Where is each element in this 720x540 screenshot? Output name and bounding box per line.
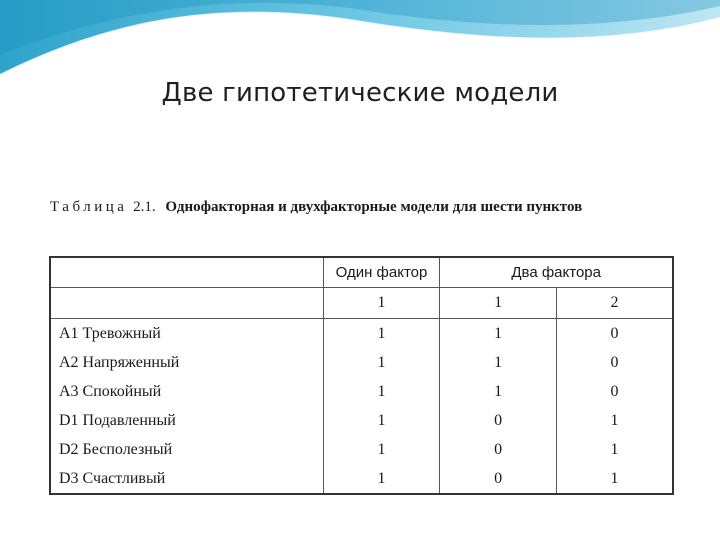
loading-cell: 1 — [323, 319, 440, 349]
factor-model-table — [49, 256, 674, 495]
header-empty-cell — [50, 257, 323, 288]
loading-cell: 1 — [440, 348, 557, 377]
loading-cell: 0 — [440, 435, 557, 464]
loading-cell: 1 — [323, 406, 440, 435]
loading-cell: 0 — [440, 406, 557, 435]
loading-cell: 1 — [323, 377, 440, 406]
loading-cell: 1 — [610, 469, 619, 487]
header-wave-decoration — [0, 0, 720, 90]
item-label: A3 Спокойный — [50, 377, 323, 406]
loading-cell: 1 — [440, 377, 557, 406]
loading-cell: 1 — [610, 411, 619, 429]
loading-cell: 0 — [610, 382, 619, 400]
factor-number-cell: 1 — [440, 288, 557, 319]
item-label: A2 Напряженный — [50, 348, 323, 377]
table-row — [50, 319, 673, 349]
table-factor-number-row — [50, 288, 673, 319]
item-label: D1 Подавленный — [50, 406, 323, 435]
item-label: D3 Счастливый — [50, 464, 323, 494]
loading-cell: 0 — [440, 464, 557, 494]
caption-table-word: Таблица — [50, 199, 128, 215]
table-row — [50, 348, 673, 377]
table-row — [50, 464, 673, 494]
loading-cell: 1 — [610, 440, 619, 458]
item-label: A1 Тревожный — [50, 319, 323, 349]
table-row — [50, 435, 673, 464]
caption-description: Однофакторная и двухфакторные модели для шести пунктов — [165, 199, 583, 215]
table-header-row — [50, 257, 673, 288]
loading-cell: 1 — [323, 464, 440, 494]
table-caption — [50, 198, 650, 217]
table-row — [50, 406, 673, 435]
factor-number-empty-cell — [50, 288, 323, 319]
factor-number-cell: 1 — [323, 288, 440, 319]
loading-cell: 1 — [323, 435, 440, 464]
loading-cell: 0 — [610, 324, 619, 342]
caption-table-number: 2.1. — [133, 199, 156, 215]
loading-cell: 1 — [440, 319, 557, 349]
slide-title: Две гипотетические модели — [161, 78, 559, 108]
item-label: D2 Бесполезный — [50, 435, 323, 464]
header-one-factor: Один фактор — [323, 257, 440, 288]
loading-cell: 0 — [610, 353, 619, 371]
header-two-factors: Два фактора — [440, 257, 673, 288]
factor-number-cell: 2 — [556, 288, 673, 319]
loading-cell: 1 — [323, 348, 440, 377]
table-row — [50, 377, 673, 406]
